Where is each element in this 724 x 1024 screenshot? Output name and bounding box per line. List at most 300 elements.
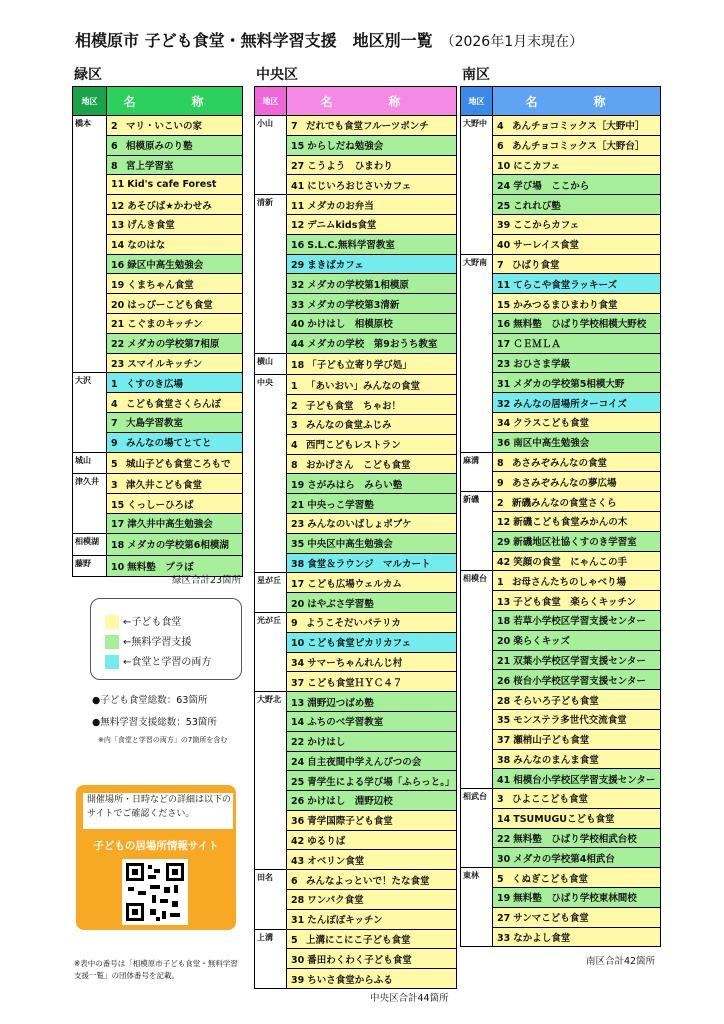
name-cell xyxy=(107,313,243,333)
entry-name: にこカフェ xyxy=(513,160,561,172)
name-cell xyxy=(493,492,661,512)
minami-table-container xyxy=(460,86,661,947)
entry-name: みんなのまんま食堂 xyxy=(513,754,599,766)
entry-name: これれび塾 xyxy=(513,200,561,212)
table-row xyxy=(73,373,243,393)
name-cell xyxy=(493,155,661,175)
table-row xyxy=(255,612,457,632)
name-cell xyxy=(493,769,661,789)
entry-name: あさみぞみんなの食堂 xyxy=(512,457,608,469)
name-cell xyxy=(493,175,661,195)
entry-name: くまちゃん食堂 xyxy=(127,279,194,291)
entry-number: 24 xyxy=(497,180,511,192)
entry-name: こども食堂さくらんぼ xyxy=(126,398,222,410)
name-cell xyxy=(287,672,457,692)
entry-number: 42 xyxy=(497,556,511,568)
area-cell: 光が丘 xyxy=(255,612,287,691)
entry-number: 31 xyxy=(291,915,305,927)
name-cell xyxy=(493,333,661,353)
entry-name: みんなの居場所ターコイズ xyxy=(513,398,627,410)
name-cell xyxy=(107,533,243,555)
info-box xyxy=(76,785,236,930)
entry-name: 無料塾 ひばり学校相武台校 xyxy=(513,834,637,846)
entry-number: 34 xyxy=(497,418,511,430)
entry-number: 19 xyxy=(111,279,125,291)
entry-number: 17 xyxy=(497,339,511,351)
name-cell xyxy=(493,591,661,611)
qr-code-icon xyxy=(122,859,188,925)
name-cell xyxy=(287,850,457,870)
entry-name: クラスこども食堂 xyxy=(513,418,589,430)
header-area: 地区 xyxy=(461,87,493,116)
entry-name: まきばカフェ xyxy=(307,259,364,271)
table-row xyxy=(73,533,243,555)
entry-number: 20 xyxy=(291,598,305,610)
entry-number: 14 xyxy=(291,717,305,729)
name-cell xyxy=(107,452,243,474)
name-cell xyxy=(107,214,243,234)
entry-number: 35 xyxy=(291,539,305,551)
name-cell xyxy=(107,373,243,393)
entry-number: 22 xyxy=(291,737,305,749)
area-cell: 清新 xyxy=(255,195,287,353)
area-cell: 中央 xyxy=(255,375,287,573)
area-cell: 小山 xyxy=(255,116,287,195)
name-cell xyxy=(107,234,243,254)
name-cell xyxy=(493,907,661,927)
entry-number: 11 xyxy=(497,279,511,291)
entry-number: 28 xyxy=(291,895,305,907)
entry-name: かけはし 淵野辺校 xyxy=(307,796,393,808)
as-of-date: （2026年1月末現在） xyxy=(440,34,584,50)
entry-name: 食堂＆ラウンジ マルカート xyxy=(307,558,431,570)
entry-number: 12 xyxy=(497,517,511,529)
entry-name: 「あいおい」みんなの食堂 xyxy=(306,380,421,392)
entry-number: 16 xyxy=(497,319,511,331)
table-row xyxy=(255,692,457,712)
minami-total: 南区合計42箇所 xyxy=(586,956,656,967)
entry-name: 番田わくわく子ども食堂 xyxy=(307,954,412,966)
name-cell xyxy=(107,513,243,533)
entry-number: 14 xyxy=(497,814,511,826)
name-cell xyxy=(493,195,661,215)
name-cell xyxy=(493,135,661,155)
entry-name: あんチョコミックス［大野台］ xyxy=(512,141,645,153)
name-cell xyxy=(493,828,661,848)
entry-name: こぐまのキッチン xyxy=(127,319,203,331)
entry-name: なかよし食堂 xyxy=(513,933,571,945)
entry-name: げんき食堂 xyxy=(127,220,175,232)
table-row xyxy=(461,789,661,809)
entry-number: 6 xyxy=(111,141,118,153)
name-cell xyxy=(287,593,457,613)
qr-code[interactable] xyxy=(122,859,188,925)
table-row xyxy=(73,116,243,136)
entry-name: 瀬梢山子ども食堂 xyxy=(513,735,590,747)
entry-number: 19 xyxy=(497,893,511,905)
name-cell xyxy=(287,830,457,850)
name-cell xyxy=(107,353,243,373)
entry-name: デニムkids食堂 xyxy=(307,220,377,232)
name-cell xyxy=(493,214,661,234)
entry-number: 11 xyxy=(291,200,305,212)
name-cell xyxy=(493,353,661,373)
name-cell xyxy=(493,373,661,393)
entry-name: メダカの学校第3清新 xyxy=(307,299,400,311)
name-cell xyxy=(493,571,661,591)
name-cell xyxy=(287,711,457,731)
name-cell xyxy=(493,294,661,314)
entry-name: メダカの学校第5相模大野 xyxy=(513,378,625,390)
table-row xyxy=(461,452,661,472)
entry-name: こども食堂ピカリカフェ xyxy=(307,638,412,650)
entry-number: 31 xyxy=(497,378,511,390)
name-cell xyxy=(493,452,661,472)
entry-name: メダカの学校第1相模原 xyxy=(307,279,409,291)
entry-name: あさみぞみんなの夢広場 xyxy=(512,477,617,489)
name-cell xyxy=(493,709,661,729)
entry-name: ひばり食堂 xyxy=(512,259,560,271)
entry-name: 若草小学校区学習支援センター xyxy=(513,616,646,628)
entry-number: 30 xyxy=(497,853,511,865)
entry-number: 8 xyxy=(291,459,298,471)
entry-number: 35 xyxy=(497,715,511,727)
area-cell: 大野中 xyxy=(461,116,493,255)
entry-name: 中央区中高生勉強会 xyxy=(307,539,393,551)
entry-number: 39 xyxy=(291,974,305,986)
entry-number: 17 xyxy=(111,519,125,531)
entry-number: 29 xyxy=(497,537,511,549)
name-cell xyxy=(493,610,661,630)
yellow-swatch xyxy=(105,615,119,629)
area-cell: 津久井 xyxy=(73,474,107,533)
area-cell: 相模台 xyxy=(461,571,493,789)
name-cell xyxy=(287,155,457,175)
entry-number: 14 xyxy=(111,240,125,252)
entry-number: 36 xyxy=(497,438,511,450)
entry-number: 5 xyxy=(111,458,118,470)
entry-name: ＣＥＭＬＡ xyxy=(513,339,561,351)
district-heading-midori: 緑区 xyxy=(74,67,102,83)
name-cell xyxy=(287,929,457,949)
table-row xyxy=(255,353,457,375)
entry-name: こども広場ウェルカム xyxy=(307,578,402,590)
area-cell: 相武台 xyxy=(461,789,493,868)
entry-number: 38 xyxy=(291,558,305,570)
entry-name: みんなのいばしょポプケ xyxy=(307,519,412,531)
entry-name: スマイルキッチン xyxy=(127,358,203,370)
entry-name: かみつるまひまわり食堂 xyxy=(513,299,618,311)
entry-name: はやぶさ学習塾 xyxy=(307,598,374,610)
name-cell xyxy=(107,393,243,413)
entry-number: 36 xyxy=(291,816,305,828)
entry-number: 10 xyxy=(111,561,125,573)
table-row xyxy=(73,452,243,474)
entry-name: メダカの学校第6相模湖 xyxy=(127,540,229,552)
entry-number: 18 xyxy=(111,540,125,552)
area-cell: 横山 xyxy=(255,353,287,375)
entry-number: 12 xyxy=(291,220,305,232)
table-row xyxy=(255,375,457,395)
name-cell xyxy=(287,274,457,294)
entry-name: あんチョコミックス［大野中］ xyxy=(512,121,645,133)
entry-number: 1 xyxy=(111,378,118,390)
header-area: 地区 xyxy=(73,87,107,116)
entry-number: 1 xyxy=(497,576,504,588)
info-site-title: 子どもの居場所情報サイト xyxy=(93,840,219,852)
entry-number: 3 xyxy=(111,479,118,491)
table-row xyxy=(461,116,661,136)
entry-name: サマーちゃんれんじ村 xyxy=(307,657,403,669)
entry-number: 10 xyxy=(497,160,511,172)
header-name: 名 称 xyxy=(287,87,457,116)
name-cell xyxy=(287,214,457,234)
entry-name: S.L.C.無料学習教室 xyxy=(307,240,395,252)
entry-number: 32 xyxy=(497,398,511,410)
entry-name: くぬぎこども食堂 xyxy=(512,873,589,885)
table-row xyxy=(461,492,661,512)
name-cell xyxy=(287,890,457,910)
name-cell xyxy=(287,810,457,830)
entry-number: 5 xyxy=(497,873,504,885)
entry-number: 7 xyxy=(497,259,504,271)
table-row xyxy=(461,254,661,274)
entry-name: 城山子ども食堂ころもで xyxy=(126,458,231,470)
entry-name: メダカの学校第4相武台 xyxy=(513,853,615,865)
entry-name: TSUMUGUこども食堂 xyxy=(513,814,615,826)
entry-name: 青学国際子ども食堂 xyxy=(307,816,393,828)
entry-number: 4 xyxy=(497,121,504,133)
name-cell xyxy=(287,731,457,751)
entry-number: 28 xyxy=(497,695,511,707)
name-cell xyxy=(287,494,457,514)
name-cell xyxy=(493,511,661,531)
entry-number: 39 xyxy=(497,220,511,232)
entry-name: さがみはら みらい塾 xyxy=(307,479,403,491)
name-cell xyxy=(287,294,457,314)
entry-name: ふちのべ学習教室 xyxy=(307,717,384,729)
name-cell xyxy=(287,375,457,395)
header-name: 名 称 xyxy=(107,87,243,116)
name-cell xyxy=(107,494,243,514)
entry-name: 無料塾 プラぼ xyxy=(127,561,194,573)
name-cell xyxy=(287,195,457,215)
entry-name: こども食堂ＨＹＣ４７ xyxy=(307,677,403,689)
name-cell xyxy=(287,949,457,969)
entry-number: 8 xyxy=(497,457,504,469)
entry-number: 37 xyxy=(291,677,305,689)
entry-name: くすのき広場 xyxy=(126,378,184,390)
entry-name: ワンパク食堂 xyxy=(307,895,364,907)
name-cell xyxy=(107,432,243,452)
entry-name: お母さんたちのしゃべり場 xyxy=(512,576,627,588)
name-cell xyxy=(287,771,457,791)
entry-number: 7 xyxy=(291,121,298,133)
entry-name: おかげさん こども食堂 xyxy=(306,459,411,471)
entry-number: 26 xyxy=(291,796,305,808)
entry-name: ひよここども食堂 xyxy=(512,794,589,806)
name-cell xyxy=(493,670,661,690)
entry-number: 23 xyxy=(111,358,125,370)
entry-name: てらこや食堂ラッキーズ xyxy=(513,279,618,291)
name-cell xyxy=(287,414,457,434)
entry-number: 3 xyxy=(291,420,298,432)
entry-name: メダカの学校 第9おうち教室 xyxy=(307,339,438,351)
entry-name: かけはし xyxy=(307,737,346,749)
area-cell: 田名 xyxy=(255,870,287,929)
area-cell: 橋本 xyxy=(73,116,107,373)
entry-number: 9 xyxy=(291,618,298,630)
entry-number: 42 xyxy=(291,836,305,848)
name-cell xyxy=(493,116,661,136)
entry-number: 18 xyxy=(497,616,511,628)
name-cell xyxy=(287,573,457,593)
district-table xyxy=(254,86,457,989)
entry-number: 13 xyxy=(497,596,511,608)
area-cell: 大沢 xyxy=(73,373,107,452)
entry-name: ここからカフェ xyxy=(513,220,580,232)
entry-name: 南区中高生勉強会 xyxy=(513,438,590,450)
name-cell xyxy=(493,848,661,868)
name-cell xyxy=(493,888,661,908)
legend-row-gakushu xyxy=(105,633,191,649)
table-row xyxy=(255,116,457,136)
name-cell xyxy=(493,729,661,749)
area-cell: 麻溝 xyxy=(461,452,493,492)
entry-name: たんぽぽキッチン xyxy=(307,915,383,927)
entry-number: 27 xyxy=(497,913,511,925)
entry-number: 21 xyxy=(291,499,305,511)
name-cell xyxy=(287,135,457,155)
entry-name: なのはな xyxy=(127,240,166,252)
entry-number: 2 xyxy=(291,400,298,412)
entry-name: 緑区中高生勉強会 xyxy=(127,259,204,271)
chuo-table-container xyxy=(254,86,457,989)
entry-name: 西門こどもレストラン xyxy=(306,440,401,452)
entry-number: 41 xyxy=(291,180,305,192)
name-cell xyxy=(287,434,457,454)
entry-name: 新磯みんなの食堂さくら xyxy=(512,497,617,509)
name-cell xyxy=(493,630,661,650)
stats-note: ※内「食堂と学習の両方」の7箇所を含む xyxy=(98,736,228,744)
entry-number: 26 xyxy=(497,675,511,687)
entry-number: 40 xyxy=(497,240,511,252)
name-cell xyxy=(107,116,243,136)
name-cell xyxy=(493,749,661,769)
area-cell: 大野南 xyxy=(461,254,493,452)
entry-name: みんなの場てとてと xyxy=(126,438,212,450)
entry-number: 43 xyxy=(291,855,305,867)
entry-number: 22 xyxy=(111,339,125,351)
legend-row-shokudo xyxy=(105,613,181,629)
name-cell xyxy=(287,791,457,811)
entry-name: マリ・いこいの家 xyxy=(126,121,203,133)
entry-number: 1 xyxy=(291,380,298,392)
entry-name: みんなよっといで！たな食堂 xyxy=(306,875,430,887)
name-cell xyxy=(493,868,661,888)
chuo-total: 中央区合計44箇所 xyxy=(370,993,449,1004)
entry-number: 24 xyxy=(291,756,305,768)
name-cell xyxy=(493,313,661,333)
entry-name: あそびば★かわせみ xyxy=(127,200,212,212)
entry-number: 17 xyxy=(291,578,305,590)
entry-number: 21 xyxy=(111,319,125,331)
name-cell xyxy=(107,274,243,294)
entry-name: 「子ども立寄り学び処」 xyxy=(307,359,412,371)
entry-name: 津久井中高生勉強会 xyxy=(127,519,213,531)
title-text: 相模原市 子ども食堂・無料学習支援 地区別一覧 xyxy=(75,31,433,50)
entry-name: 宮上学習室 xyxy=(126,160,174,172)
entry-number: 19 xyxy=(291,479,305,491)
entry-number: 16 xyxy=(291,240,305,252)
entry-number: 4 xyxy=(111,398,118,410)
name-cell xyxy=(287,333,457,353)
name-cell xyxy=(287,116,457,136)
table-row xyxy=(255,929,457,949)
name-cell xyxy=(493,432,661,452)
entry-name: 楽らくキッズ xyxy=(513,636,571,648)
name-cell xyxy=(287,353,457,375)
name-cell xyxy=(493,927,661,947)
entry-name: 学び場 ここから xyxy=(513,180,590,192)
entry-number: 32 xyxy=(291,279,305,291)
name-cell xyxy=(107,135,243,155)
area-cell: 城山 xyxy=(73,452,107,474)
entry-name: くっしーひろば xyxy=(127,499,194,511)
entry-name: モンステラ多世代交流食堂 xyxy=(513,715,627,727)
entry-number: 37 xyxy=(497,735,511,747)
name-cell xyxy=(287,254,457,274)
district-heading-chuo: 中央区 xyxy=(256,67,298,83)
entry-name: 無料塾 ひばり学校東林間校 xyxy=(513,893,637,905)
name-cell xyxy=(493,531,661,551)
area-cell: 上溝 xyxy=(255,929,287,988)
entry-number: 15 xyxy=(497,299,511,311)
name-cell xyxy=(287,969,457,989)
name-cell xyxy=(287,234,457,254)
entry-number: 44 xyxy=(291,339,305,351)
name-cell xyxy=(493,472,661,492)
legend-box xyxy=(90,598,242,680)
name-cell xyxy=(107,155,243,175)
name-cell xyxy=(107,474,243,494)
entry-name: ようこそだいパテリカ xyxy=(306,618,401,630)
entry-number: 40 xyxy=(291,319,305,331)
entry-number: 4 xyxy=(291,440,298,452)
entry-name: みんなの食堂ふじみ xyxy=(306,420,392,432)
legend-label-both: ←食堂と学習の両方 xyxy=(123,657,212,668)
name-cell xyxy=(493,551,661,571)
name-cell xyxy=(287,474,457,494)
name-cell xyxy=(287,553,457,573)
name-cell xyxy=(287,395,457,415)
entry-number: 34 xyxy=(291,657,305,669)
entry-name: 青学生による学び場「ふらっと。」 xyxy=(307,776,455,788)
name-cell xyxy=(107,195,243,215)
legend-label-gakushu: ←無料学習支援 xyxy=(123,637,192,648)
entry-name: 双葉小学校区学習支援センター xyxy=(513,655,646,667)
name-cell xyxy=(287,652,457,672)
entry-number: 8 xyxy=(111,160,118,172)
name-cell xyxy=(287,533,457,553)
entry-name: そらいろ子ども食堂 xyxy=(513,695,599,707)
entry-name: からしだね勉強会 xyxy=(307,141,384,153)
entry-number: 21 xyxy=(497,655,511,667)
header-area: 地区 xyxy=(255,87,287,116)
entry-name: はっぴーこども食堂 xyxy=(127,299,213,311)
entry-number: 13 xyxy=(111,220,125,232)
name-cell xyxy=(493,690,661,710)
